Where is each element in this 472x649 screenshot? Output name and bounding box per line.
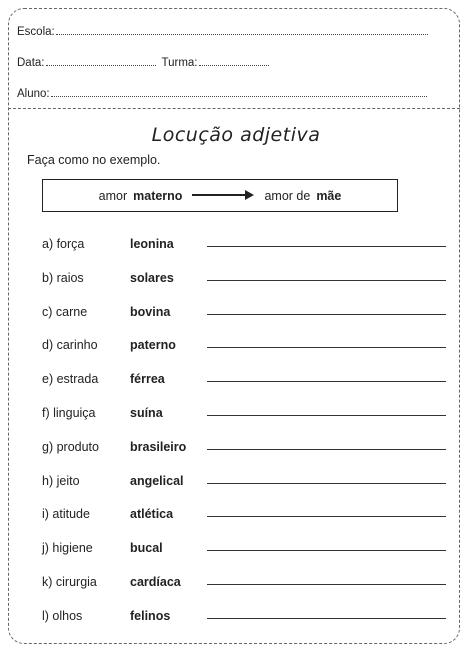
item-label: e) estrada bbox=[42, 372, 99, 387]
arrow-icon bbox=[192, 194, 252, 196]
item-label: h) jeito bbox=[42, 473, 80, 488]
escola-field[interactable] bbox=[17, 24, 428, 38]
item-adjective: paterno bbox=[130, 338, 176, 353]
exercise-row bbox=[42, 541, 446, 557]
example-right-word: mãe bbox=[316, 188, 342, 203]
page-title: Locução adjetiva bbox=[151, 124, 321, 146]
item-adjective: cardíaca bbox=[130, 575, 181, 589]
aluno-line bbox=[51, 86, 427, 97]
item-adjective: leonina bbox=[130, 237, 174, 251]
data-label: Data: bbox=[17, 57, 45, 69]
answer-line[interactable] bbox=[207, 618, 446, 619]
item-adjective: atlética bbox=[130, 507, 174, 522]
answer-line[interactable] bbox=[207, 516, 446, 517]
item-label: a) força bbox=[42, 237, 85, 251]
answer-line[interactable] bbox=[207, 415, 446, 416]
answer-line[interactable] bbox=[207, 449, 446, 450]
answer-line[interactable] bbox=[207, 483, 446, 484]
exercise-row bbox=[42, 507, 446, 523]
escola-label: Escola: bbox=[17, 26, 55, 38]
example-right-text: amor de bbox=[264, 188, 311, 203]
item-adjective: angelical bbox=[130, 473, 184, 488]
exercise-row bbox=[42, 338, 446, 354]
example-left-text: amor bbox=[98, 188, 128, 203]
answer-line[interactable] bbox=[207, 347, 446, 348]
example-left-word: materno bbox=[133, 188, 183, 203]
item-adjective: bovina bbox=[130, 304, 171, 319]
escola-line bbox=[56, 24, 428, 35]
data-field[interactable] bbox=[17, 55, 269, 69]
answer-line[interactable] bbox=[207, 381, 446, 382]
item-label: k) cirurgia bbox=[42, 575, 97, 589]
item-adjective: bucal bbox=[130, 541, 163, 556]
item-adjective: suína bbox=[130, 406, 163, 420]
item-adjective: brasileiro bbox=[130, 439, 187, 454]
turma-label: Turma: bbox=[161, 57, 198, 69]
exercise-row bbox=[42, 474, 446, 490]
example-box bbox=[42, 179, 398, 212]
item-label: l) olhos bbox=[42, 608, 83, 623]
item-label: j) higiene bbox=[42, 541, 93, 556]
item-label: f) linguiça bbox=[42, 406, 96, 420]
aluno-label: Aluno: bbox=[17, 88, 50, 100]
item-label: i) atitude bbox=[42, 507, 90, 522]
exercise-row bbox=[42, 271, 446, 287]
answer-line[interactable] bbox=[207, 550, 446, 551]
aluno-field[interactable] bbox=[17, 86, 427, 100]
instruction-text: Faça como no exemplo. bbox=[27, 153, 161, 167]
exercise-row bbox=[42, 237, 446, 253]
exercise-row bbox=[42, 305, 446, 321]
item-label: d) carinho bbox=[42, 338, 98, 353]
answer-line[interactable] bbox=[207, 280, 446, 281]
item-label: g) produto bbox=[42, 439, 99, 454]
item-label: c) carne bbox=[42, 304, 88, 319]
data-line bbox=[46, 55, 156, 66]
answer-line[interactable] bbox=[207, 314, 446, 315]
exercise-row bbox=[42, 372, 446, 388]
item-adjective: férrea bbox=[130, 372, 165, 387]
exercise-row bbox=[42, 575, 446, 591]
answer-line[interactable] bbox=[207, 584, 446, 585]
exercise-row bbox=[42, 609, 446, 625]
item-label: b) raios bbox=[42, 270, 84, 285]
header-divider bbox=[8, 108, 460, 109]
exercise-row bbox=[42, 406, 446, 422]
item-adjective: felinos bbox=[130, 608, 171, 623]
item-adjective: solares bbox=[130, 270, 174, 285]
exercise-row bbox=[42, 440, 446, 456]
turma-line bbox=[199, 55, 269, 66]
answer-line[interactable] bbox=[207, 246, 446, 247]
